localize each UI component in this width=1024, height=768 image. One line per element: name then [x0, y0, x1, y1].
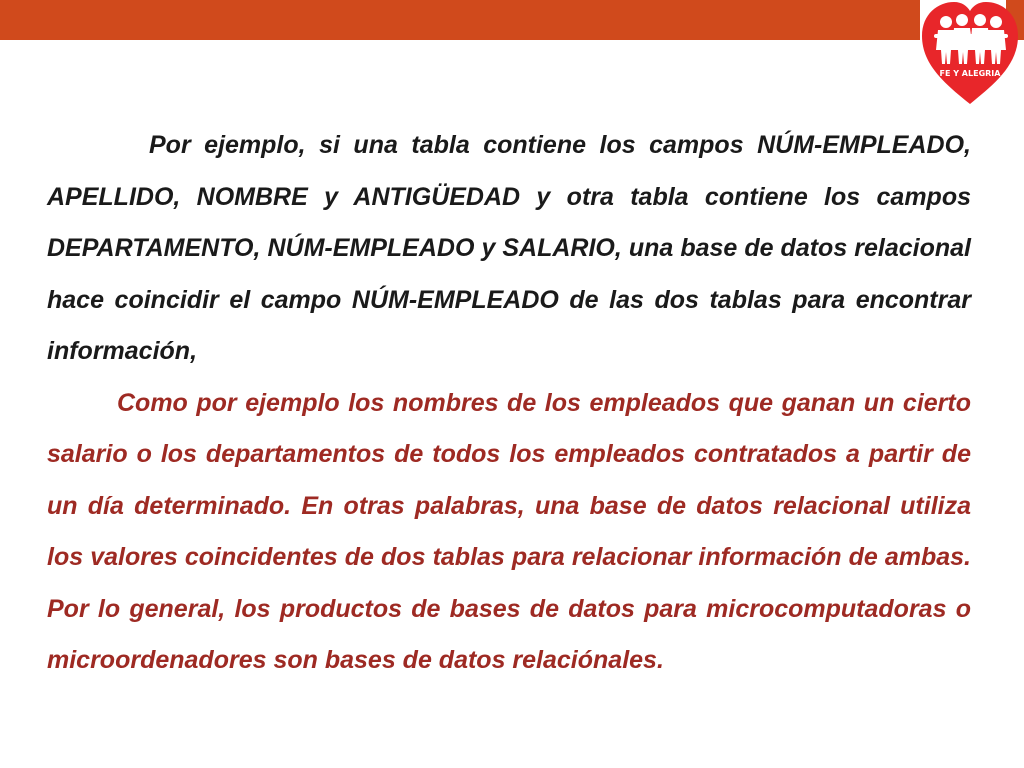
- logo-text: FE Y ALEGRIA: [939, 69, 1001, 78]
- fe-y-alegria-logo-icon: [918, 0, 1022, 108]
- body-text: [47, 120, 971, 687]
- paragraph-1: Por ejemplo, si una tabla contiene los campos NÚM-EMPLEADO, APELLIDO, NOMBRE y ANTIGÜEDAD y otra tabla contiene los campos DEPARTAMENTO, NÚM-EMPLEADO y SALARIO, una base de datos relacional hace coincidir el campo NÚM-EMPLEADO de las dos tablas para encontrar información,: [47, 131, 971, 365]
- header-bar: [0, 0, 920, 40]
- paragraph-2: Como por ejemplo los nombres de los empleados que ganan un cierto salario o los departamentos de todos los empleados contratados a partir de un día determinado. En otras palabras, una base de datos relacional utiliza los valores coincidentes de dos tablas para relacionar información de ambas. Por lo general, los productos de bases de datos para microcomputadoras o microordenadores son bases de datos relaciónales.: [47, 388, 971, 674]
